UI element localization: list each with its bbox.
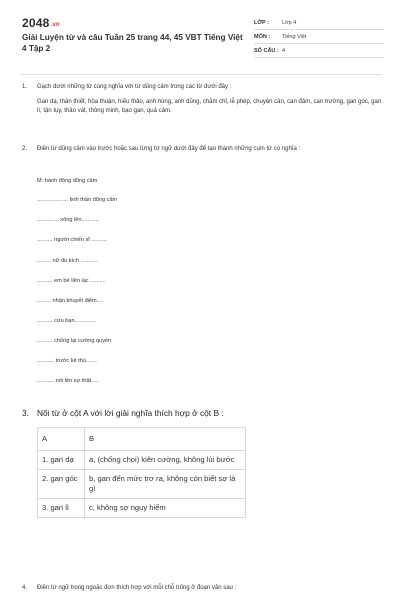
page-title: Giải Luyện từ và câu Tuần 25 trang 44, 45 VBT Tiếng Việt 4 Tập 2 <box>22 33 243 53</box>
table-row <box>38 451 246 470</box>
meta-label: LỚP : <box>254 19 269 26</box>
cell-term: 1. gan dạ <box>38 451 85 470</box>
table-header-row <box>38 428 246 451</box>
question-body <box>37 83 382 116</box>
column-a-header: A <box>38 428 85 451</box>
meta-value: Tiếng Việt <box>282 33 307 40</box>
cell-definition: a, (chống chọi) kiên cường, không lùi bước <box>85 451 246 470</box>
header-divider <box>20 74 382 75</box>
cell-term: 3. gan lì <box>38 499 85 518</box>
question-number: 2. <box>22 146 28 152</box>
cell-definition: b, gan đến mức trơ ra, không còn biết sợ là gì <box>85 470 246 499</box>
fill-in-item: .......... em bé liên lạc .......... <box>37 278 106 284</box>
question-text: Điền từ dũng cảm vào trước hoặc sau từng từ ngữ dưới đây để tạo thành những cụm từ có nghĩa : <box>37 146 301 152</box>
meta-row-class <box>254 16 384 30</box>
question-number: 4. <box>22 585 28 591</box>
fill-in-item: .................... tinh thần dũng cảm <box>37 197 118 203</box>
example-line: M: hành động dũng cảm <box>37 178 98 184</box>
page-header <box>22 16 382 74</box>
meta-label: MÔN : <box>254 33 271 40</box>
fill-in-item: ........... trước kẻ thù....... <box>37 358 97 364</box>
logo-text: 2048 <box>22 16 50 30</box>
cell-term: 2. gan góc <box>38 470 85 499</box>
logo-suffix: .vn <box>50 22 60 28</box>
matching-table <box>37 427 246 518</box>
meta-value: 4 <box>282 47 286 54</box>
site-logo[interactable] <box>22 16 60 30</box>
question-text: Gạch dưới những từ cùng nghĩa với từ dũng cảm trong các từ dưới đây : <box>37 84 232 90</box>
word-list: Gan dạ, thân thiết, hòa thuận, hiếu thảo, anh hùng, anh dũng, chăm chỉ, lễ phép, chuyên cần, can đảm, can trường, gan góc, gan lì, tận tụy, thảo vát, thông minh, bạo gan, quả cảm. <box>37 99 382 114</box>
fill-in-item: .......... người chiến sĩ .......... <box>37 237 107 243</box>
fill-in-item: .............. xông lên........... <box>37 217 99 223</box>
question-number: 1. <box>22 84 28 90</box>
question-text: Nối từ ở cột A với lời giải nghĩa thích hợp ở cột B : <box>37 408 224 418</box>
cell-definition: c, không sợ nguy hiểm <box>85 499 246 518</box>
fill-in-item: .......... chống lại cường quyền <box>37 338 112 344</box>
fill-in-item: ........... nói lên sự thật..... <box>37 378 99 384</box>
table-row <box>38 499 246 518</box>
column-b-header: B <box>85 428 246 451</box>
meta-table <box>254 16 384 58</box>
table-row <box>38 470 246 499</box>
question-text: Điền từ ngữ trong ngoặc đơn thích hợp với mỗi chỗ trống ở đoạn văn sau : <box>37 585 237 591</box>
question-number: 3. <box>22 408 29 418</box>
fill-in-item: ......... nữ du kích ........... <box>37 258 98 264</box>
meta-label: SỐ CÂU : <box>254 47 279 54</box>
fill-in-item: .......... cứu bạn.............. <box>37 318 97 324</box>
meta-row-count <box>254 44 384 58</box>
fill-in-item: ......... nhận khuyết điểm.... <box>37 298 103 304</box>
meta-value: Lớp 4 <box>282 19 297 26</box>
meta-row-subject <box>254 30 384 44</box>
